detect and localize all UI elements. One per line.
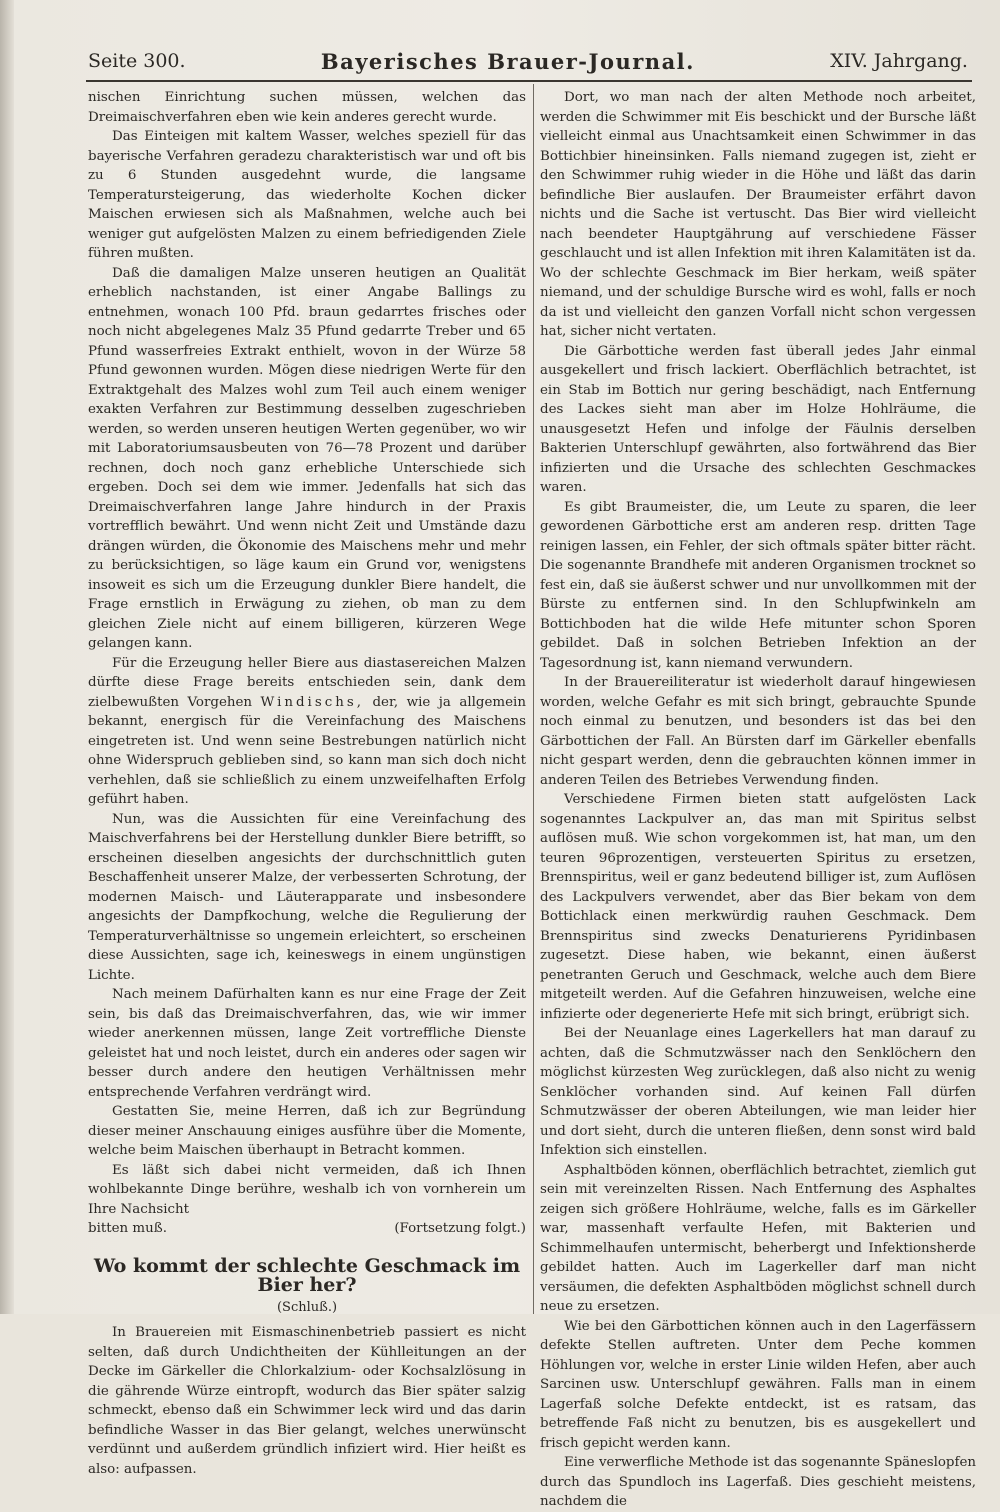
- article-subtitle: (Schluß.): [276, 1299, 338, 1315]
- paragraph: Daß die damaligen Malze unseren heutigen an Qualität erheblich nachstanden, ist einer Angabe Ballings zu entnehmen, wonach 100 Pfd. braun gedarrtes frisches oder noch nicht abgelegenes Malz 35 Pfund gedarrte Treber und 65 Pfund wasserfreies Extrakt enthielt, wovon in der Würze 58 Pfund gewonnen wurden. Mögen diese niedrigen Werte für den Extraktgehalt des Malzes wohl zum Teil auch einem weniger exakten Verfahren zur Bestimmung desselben zugeschrieben werden, so werden unseren heutigen Werten gegenüber, wo wir mit Laboratoriumsausbeuten von 76—78 Prozent und darüber rechnen, doch noch ganz erhebliche Unterschiede sich ergeben. Doch sei dem wie immer. Jedenfalls hat sich das Dreimaischverfahren lange Jahre hindurch in der Praxis vortrefflich bewährt. Und wenn nicht Zeit und Umstände dazu drängen würden, die Ökonomie des Maischens mehr und mehr zu berücksichtigen, so läge kaum ein Grund vor, wenigstens insoweit es sich um die Erzeugung dunkler Biere handelt, die Frage ernstlich in Erwägung zu ziehen, ob man zu dem gleichen Ziele nicht auf einem billigeren, kürzeren Wege gelangen kann.: [88, 265, 526, 651]
- paragraph: Das Einteigen mit kaltem Wasser, welches speziell für das bayerische Verfahren geradezu charakteristisch war und oft bis zu 6 Stunden ausgedehnt wurde, die langsame Temperatursteigerung, das wiederholte Kochen dicker Maischen erwiesen sich als Maßnahmen, welche auch bei weniger gut aufgelösten Malzen zu einem befriedigenden Ziele führen mußten.: [88, 129, 526, 261]
- paragraph: Eine verwerfliche Methode ist das sogenannte Späneslopfen durch das Spundloch ins Lagerfaß. Dies geschieht meistens, nachdem die: [540, 1455, 976, 1509]
- author-name: Windischs,: [260, 694, 364, 710]
- text-run: Für die Erzeugung heller Biere aus diastasereichen Malzen dürfte diese Frage bereits entschieden sein, dank dem zielbewußten Vorgehen: [88, 655, 526, 710]
- volume-label: XIV. Jahrgang.: [830, 50, 968, 72]
- paragraph: Wie bei den Gärbottichen können auch in den Lagerfässern defekte Stellen auftreten. Unter dem Peche kommen Höhlungen vor, welche in erster Linie wilden Hefen, aber auch Sarcinen usw. Unterschlupf gewähren. Falls man in einem Lagerfaß solche Defekte entdeckt, ist es ratsam, das betreffende Faß nicht zu benutzen, bis es ausgekellert und frisch gepicht werden kann.: [540, 1318, 976, 1451]
- page-header: [88, 44, 968, 78]
- paragraph: [88, 654, 526, 810]
- paragraph: Bei der Neuanlage eines Lagerkellers hat man darauf zu achten, daß die Schmutzwässer nach den Senklöchern den möglichst kürzesten Weg zurücklegen, daß also nicht zu wenig Senklöcher vorhanden sind. Auf keinen Fall dürfen Schmutzwässer der oberen Abteilungen, wie man leider hier und dort sieht, durch die unteren fließen, denn sonst wird bald Infektion sich einstellen.: [540, 1026, 976, 1158]
- paragraph: Es gibt Braumeister, die, um Leute zu sparen, die leer gewordenen Gärbottiche erst am anderen resp. dritten Tage reinigen lassen, ein Fehler, der sich oftmals später bitter rächt. Die sogenannte Brandhefe mit anderen Organismen trocknet so fest ein, daß sie äußerst schwer und nur unvollkommen mit der Bürste zu entfernen sind. In den Schlupfwinkeln am Bottichboden hat die wilde Hefe mitunter schon Sporen gebildet. Daß in solchen Betrieben Infektion an der Tagesordnung ist, kann niemand verwundern.: [540, 499, 976, 671]
- paragraph: Gestatten Sie, meine Herren, daß ich zur Begründung dieser meiner Anschauung einiges ausführe über die Momente, welche beim Maischen überhaupt in Betracht kommen.: [88, 1104, 526, 1158]
- paragraph: Dort, wo man nach der alten Methode noch arbeitet, werden die Schwimmer mit Eis beschickt und der Bursche läßt vielleicht einmal aus Unachtsamkeit einen Schwimmer in das Bottichbier hineinsinken. Falls niemand zugegen ist, zieht er den Schwimmer ruhig wieder in die Höhe und läßt das darin befindliche Bier auslaufen. Der Braumeister erfährt davon nichts und die Sache ist vertuscht. Das Bier wird vielleicht nach beendeter Hauptgährung auf verschiedene Fässer geschlaucht und ist allen Infektion mit ihren Kalamitäten ist da. Wo der schlechte Geschmack im Bier herkam, weiß später niemand, und der schuldige Bursche wird es wohl, falls er noch da ist und vielleicht den ganzen Vorfall nicht schon vergessen hat, sicher nicht vertaten.: [540, 90, 976, 339]
- page-edge-shadow: [0, 0, 14, 1314]
- paragraph: nischen Einrichtung suchen müssen, welchen das Dreimaischverfahren eben wie kein anderes gerecht wurde.: [88, 90, 526, 125]
- column-divider: [533, 84, 534, 1314]
- closing-text: bitten muß.: [88, 1221, 167, 1236]
- page-number: Seite 300.: [88, 50, 186, 72]
- text-run: der, wie ja allgemein bekannt, energisch für die Vereinfachung des Maischens eingetreten ist. Und wenn seine Bestrebungen natürlich nicht ohne Widerspruch geblieben sind, so kann man sich doch nicht verhehlen, daß sie schließlich zu einem unzweifelhaften Erfolg geführt haben.: [88, 694, 526, 807]
- left-column: [88, 88, 526, 1479]
- paragraph: In Brauereien mit Eismaschinenbetrieb passiert es nicht selten, daß durch Undichtheiten der Kühlleitungen an der Decke im Gärkeller die Chlorkalzium- oder Kochsalzlösung in die gährende Würze eintropft, wodurch das Bier später salzig schmeckt, ebenso daß ein Schwimmer leck wird und das darin befindliche Wasser in das Bier gelangt, welches unerwünscht verdünnt und außerdem gründlich infiziert wird. Hier heißt es also: aufpassen.: [88, 1325, 526, 1477]
- paragraph: Nach meinem Dafürhalten kann es nur eine Frage der Zeit sein, bis daß das Dreimaischverfahren, das, wie wir immer wieder anerkennen müssen, lange Zeit vortreffliche Dienste geleistet hat und noch leistet, durch ein anderes oder sagen wir besser durch andere den heutigen Verhältnissen mehr entsprechende Verfahren verdrängt wird.: [88, 987, 526, 1100]
- paragraph: Die Gärbottiche werden fast überall jedes Jahr einmal ausgekellert und frisch lackiert. Oberflächlich betrachtet, ist ein Stab im Bottich nur gering beschädigt, nach Entfernung des Lackes sieht man aber im Holze Hohlräume, die unausgesetzt Hefen und infolge der Fäulnis derselben Bakterien Unterschlupf gewährten, also fortwährend das Bier infizierten und die Ursache des schlechten Geschmackes waren.: [540, 343, 976, 495]
- paragraph: Nun, was die Aussichten für eine Vereinfachung des Maischverfahrens bei der Herstellung dunkler Biere betrifft, so erscheinen dieselben angesichts der durchschnittlich guten Beschaffenheit unserer Malze, der verbesserten Schrotung, der modernen Maisch- und Läuterapparate und insbesondere angesichts der Dampfkochung, welche die Regulierung der Temperaturverhältnisse so ungemein erleichtert, so erscheinen diese Aussichten, sage ich, keineswegs in einem ungünstigen Lichte.: [88, 811, 526, 983]
- article-title: Wo kommt der schlechte Geschmack im Bier her?: [93, 1254, 521, 1296]
- continued-note: (Fortsetzung folgt.): [394, 1221, 526, 1236]
- paragraph: Es läßt sich dabei nicht vermeiden, daß ich Ihnen wohlbekannte Dinge berühre, weshalb ich von vornherein um Ihre Nachsicht: [88, 1162, 526, 1217]
- paragraph: Asphaltböden können, oberflächlich betrachtet, ziemlich gut sein mit vereinzelten Rissen. Nach Entfernung des Asphaltes zeigen sich größere Hohlräume, welche, falls es im Gärkeller war, massenhaft verfaulte Hefen, mit Bakterien und Schimmelhaufen untermischt, beherbergt und Infektionsherde gebildet hatten. Auch im Lagerkeller darf man nicht versäumen, die defekten Asphaltböden möglichst schnell durch neue zu ersetzen.: [540, 1162, 976, 1314]
- paragraph: In der Brauereiliteratur ist wiederholt darauf hingewiesen worden, welche Gefahr es mit sich bringt, gebrauchte Spunde noch einmal zu benutzen, und besonders ist das bei den Gärbottichen der Fall. An Bürsten darf im Gärkeller ebenfalls nicht gespart werden, denn die gebrauchten können immer in anderen Teilen des Betriebes Verwendung finden.: [540, 675, 976, 788]
- header-rule: [86, 80, 972, 82]
- journal-title: Bayerisches Brauer-Journal.: [320, 48, 695, 74]
- paragraph: Verschiedene Firmen bieten statt aufgelösten Lack sogenanntes Lackpulver an, das man mit Spiritus selbst auflösen muß. Wie schon vorgekommen ist, hat man, um den teuren 96prozentigen, versteuerten Spiritus zu ersetzen, Brennspiritus, weil er ganz bedeutend billiger ist, zum Auflösen des Lackpulvers verwendet, aber das Bier bekam von dem Bottichlack einen merkwürdig rauhen Geschmack. Dem Brennspiritus sind zwecks Denaturierens Pyridinbasen zugesetzt. Diese haben, wie bekannt, einen äußerst penetranten Geruch und Geschmack, welche auch dem Biere mitgeteilt werden. Auf die Gefahren hinzuweisen, welche eine infizierte oder degenerierte Hefe mit sich bringt, erübrigt sich.: [540, 792, 976, 1022]
- right-column: [540, 88, 976, 1512]
- closing-line: [88, 1219, 526, 1239]
